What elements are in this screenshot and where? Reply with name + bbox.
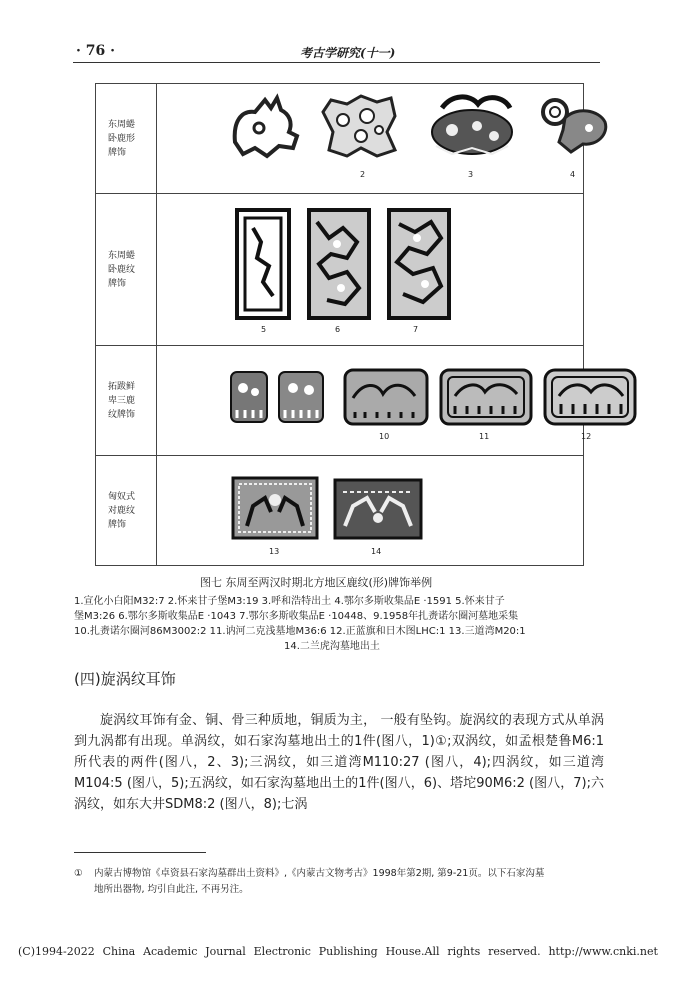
plate-number: 13 <box>269 547 280 556</box>
row-label-4: 匈奴式 对鹿纹 牌饰 <box>96 456 157 566</box>
plaque-1-deer-outline <box>227 92 305 162</box>
plaque-10-three-deer <box>343 368 429 426</box>
copyright-word: House.All <box>385 945 440 958</box>
figure-row-2 <box>96 194 584 346</box>
figure-row-4 <box>96 456 584 566</box>
plaque-2-deer-openwork <box>317 90 401 162</box>
copyright-word: Journal <box>205 945 246 958</box>
body-paragraph <box>74 710 604 815</box>
copyright-word: Publishing <box>318 945 378 958</box>
plate-number: 5 <box>261 325 267 334</box>
plaque-9-fragment <box>277 370 325 424</box>
figure-row-3 <box>96 346 584 456</box>
footnote <box>74 866 604 898</box>
plate-number: 2 <box>360 170 366 179</box>
figure-table <box>95 83 592 566</box>
copyright-word: China <box>102 945 136 958</box>
copyright-word: Electronic <box>253 945 311 958</box>
credit-line: 1.宣化小白阳M32:7 2.怀来甘子堡M3:19 3.呼和浩特出土 4.鄂尔多斯收集品E ·1591 5.怀来甘子 <box>74 596 505 607</box>
figure-caption: 图七 东周至两汉时期北方地区鹿纹(形)牌饰举例 <box>200 576 433 589</box>
plate-number: 3 <box>468 170 474 179</box>
footnote-text: 地所出器物, 均引自此注, 不再另注。 <box>94 884 249 895</box>
header-rule <box>73 62 600 63</box>
plaque-11-three-deer <box>439 368 533 426</box>
row-label-3: 拓跋鲜 卑三鹿 纹牌饰 <box>96 346 157 456</box>
plaque-6-deer-panel <box>307 208 371 320</box>
plate-number: 7 <box>413 325 419 334</box>
copyright-word: reserved. <box>488 945 541 958</box>
copyright-word: Academic <box>143 945 198 958</box>
footnote-mark: ① <box>74 868 83 879</box>
plaque-5-deer-panel <box>235 208 291 320</box>
copyright-word: (C)1994-2022 <box>18 945 95 958</box>
credit-line: 10.扎赉诺尔圈河86M3002:2 11.讷河二克浅墓地M36:6 12.正蓝旗和日木图LHC:1 13.三道湾M20:1 <box>74 626 526 637</box>
copyright-line <box>18 945 658 958</box>
plate-number: 12 <box>581 432 592 441</box>
plate-number: 11 <box>479 432 490 441</box>
row-label-2: 东周蜷 卧鹿纹 牌饰 <box>96 194 157 346</box>
plate-number: 14 <box>371 547 382 556</box>
journal-title: 考古学研究(十一) <box>300 46 396 60</box>
footnote-rule <box>74 852 206 853</box>
plaque-8-fragment <box>229 370 269 424</box>
plate-number: 4 <box>570 170 576 179</box>
credit-line: 堡M3:26 6.鄂尔多斯收集品E ·1043 7.鄂尔多斯收集品E ·10448、9.1958年扎赉诺尔圈河墓地采集 <box>74 611 519 622</box>
plaque-4-ram-deer <box>537 92 613 158</box>
plaque-3-recumbent-deer <box>422 90 518 160</box>
plaque-14-paired-deer <box>333 478 423 540</box>
footnote-text: 内蒙古博物馆《卓资县石家沟墓群出土资料》,《内蒙古文物考古》1998年第2期, 第9-21页。以下石家沟墓 <box>94 868 545 879</box>
plate-number: 6 <box>335 325 341 334</box>
credit-line: 14.二兰虎沟墓地出土 <box>284 641 380 652</box>
row-label-1: 东周蜷 卧鹿形 牌饰 <box>96 84 157 194</box>
plaque-13-paired-deer <box>231 476 319 540</box>
page-number: · 76 · <box>76 43 115 59</box>
section-title: (四)旋涡纹耳饰 <box>74 670 176 688</box>
plaque-7-deer-panel <box>387 208 451 320</box>
copyright-link[interactable]: http://www.cnki.net <box>548 945 658 958</box>
figure-credits <box>74 594 604 654</box>
plaque-12-three-deer <box>543 368 637 426</box>
copyright-word: rights <box>447 945 481 958</box>
figure-row-1 <box>96 84 584 194</box>
plate-number: 10 <box>379 432 390 441</box>
paragraph-text: 旋涡纹耳饰有金、铜、骨三种质地，铜质为主， 一般有坠钩。旋涡纹的表现方式从单涡到九涡都有出现。单涡纹，如石家沟墓地出土的1件(图八，1)①;双涡纹，如孟根楚鲁M6:1 所代表的两件(图八，2、3);三涡纹，如三道湾M110:27 (图八，4);四涡纹，如三道湾M104:5 (图八，5);五涡纹，如石家沟墓地出土的1件(图八，6)、塔坨90M6:2 (图八，7);六涡纹，如东大井SDM8:2 (图八，8);七涡 <box>74 713 604 812</box>
